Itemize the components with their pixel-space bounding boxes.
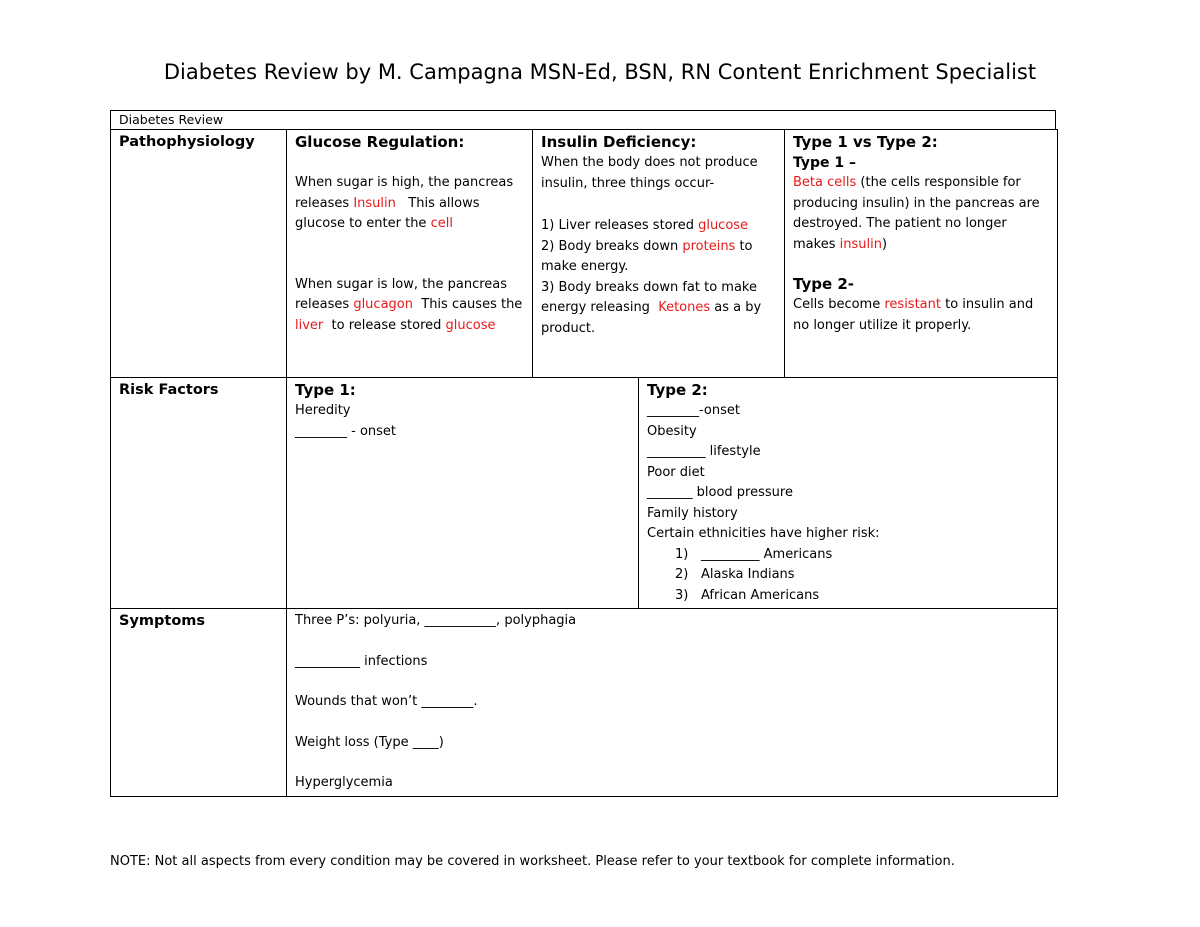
- footer-note: NOTE: Not all aspects from every condition may be covered in worksheet. Please refer to your textbook for complete information.: [110, 854, 955, 869]
- ethnicity-text: African Americans: [701, 587, 820, 603]
- symptoms-row: [111, 609, 1058, 797]
- beta-cells-term: Beta cells: [793, 175, 857, 190]
- item-3-tail: as a by product.: [541, 300, 762, 336]
- risk-factors-row: [111, 378, 1058, 609]
- item-2-tail: to make energy.: [541, 238, 753, 274]
- ethnicity-number: 3): [675, 587, 689, 603]
- ketones-term: Ketones: [658, 300, 711, 315]
- type1-text: (the cells responsible for producing insulin) in the pancreas are destroyed. The patient no longer makes: [793, 175, 1040, 252]
- glucose-red-term: glucose: [698, 218, 749, 233]
- proteins-term: proteins: [682, 238, 736, 254]
- insulin-deficiency-intro: When the body does not produce insulin, three things occur-: [541, 155, 758, 191]
- table-caption: Diabetes Review: [110, 110, 1056, 129]
- symptom-line: Hyperglycemia: [295, 775, 393, 790]
- item-1-text: 1) Liver releases stored: [541, 218, 699, 233]
- type1-description: [793, 173, 1049, 255]
- risk-type2-item: Certain ethnicities have higher risk:: [647, 526, 880, 541]
- glucose-high-text-2: This allows glucose to enter the: [295, 195, 484, 231]
- insulin-deficiency-item-1: [541, 216, 776, 237]
- risk-type2-item: _________ lifestyle: [647, 444, 761, 459]
- insulin-deficiency-item-3: [541, 278, 776, 340]
- type-compare-cell: [785, 130, 1058, 378]
- risk-type2-item: ________-onset: [647, 403, 740, 418]
- item-2-text: 2) Body breaks down: [541, 238, 683, 254]
- glucose-term: glucose: [445, 317, 496, 333]
- glucose-high-text: When sugar is high, the pancreas releases: [295, 175, 514, 211]
- list-item: [675, 565, 1049, 586]
- risk-type1-item: ________ - onset: [295, 423, 397, 439]
- risk-type1-heading: Type 1:: [295, 381, 356, 399]
- insulin-deficiency-cell: [533, 130, 785, 378]
- insulin-deficiency-item-2: [541, 237, 776, 278]
- glucose-low-text-2: This causes the: [412, 297, 527, 312]
- symptom-line: __________ infections: [295, 653, 428, 669]
- ethnicity-number: 2): [675, 567, 689, 582]
- symptoms-label-cell: [111, 609, 287, 797]
- symptoms-label: Symptoms: [119, 613, 206, 629]
- insulin-deficiency-heading: Insulin Deficiency:: [541, 133, 697, 151]
- risk-type2-heading: Type 2:: [647, 381, 708, 399]
- glucose-low-text: When sugar is low, the pancreas releases: [295, 276, 508, 312]
- insulin-red-term: insulin: [839, 236, 882, 252]
- type1-label: Type 1 –: [793, 155, 857, 171]
- ethnicity-list: [647, 545, 1049, 607]
- ethnicity-number: 1): [675, 546, 689, 562]
- diabetes-review-table: [110, 129, 1058, 797]
- symptom-line: Wounds that won’t ________.: [295, 694, 478, 709]
- symptoms-cell: [287, 609, 1058, 797]
- ethnicity-text: Alaska Indians: [701, 567, 795, 582]
- list-item: [675, 586, 1049, 607]
- risk-type2-item: Family history: [647, 505, 738, 521]
- risk-factors-label-cell: [111, 378, 287, 609]
- type2-label: Type 2-: [793, 275, 855, 293]
- glucose-high-paragraph: [295, 173, 524, 235]
- glucose-low-paragraph: [295, 275, 527, 337]
- glucagon-term: glucagon: [353, 297, 413, 312]
- glucose-low-text-3: to release stored: [323, 317, 446, 333]
- ethnicity-text: _________ Americans: [701, 546, 833, 562]
- type1-close: ): [881, 236, 888, 252]
- risk-type2-item: Poor diet: [647, 464, 705, 480]
- glucose-regulation-cell: [287, 130, 533, 378]
- pathophysiology-label: Pathophysiology: [119, 134, 255, 150]
- list-item: [675, 545, 1049, 566]
- liver-term: liver: [295, 317, 324, 333]
- risk-factors-label: Risk Factors: [119, 382, 219, 398]
- insulin-term: Insulin: [353, 195, 396, 211]
- type2-description: [793, 295, 1049, 336]
- type-compare-heading: Type 1 vs Type 2:: [793, 133, 938, 151]
- symptom-line: Three P’s: polyuria, ___________, polyphagia: [295, 613, 577, 628]
- pathophysiology-label-cell: [111, 130, 287, 378]
- symptom-line: Weight loss (Type ____): [295, 734, 444, 750]
- cell-term: cell: [430, 216, 453, 231]
- risk-type2-item: Obesity: [647, 423, 697, 439]
- risk-type2-cell: [639, 378, 1058, 609]
- item-3-text: 3) Body breaks down fat to make energy releasing: [541, 279, 762, 315]
- risk-type1-cell: [287, 378, 639, 609]
- glucose-regulation-heading: Glucose Regulation:: [295, 133, 465, 151]
- resistant-term: resistant: [884, 297, 941, 312]
- risk-type2-item: _______ blood pressure: [647, 485, 793, 500]
- type2-tail: to insulin and no longer utilize it properly.: [793, 297, 1034, 333]
- risk-type1-item: Heredity: [295, 403, 351, 418]
- document-title: Diabetes Review by M. Campagna MSN-Ed, BSN, RN Content Enrichment Specialist: [163, 60, 1037, 84]
- type2-text: Cells become: [793, 297, 885, 312]
- pathophysiology-row: [111, 130, 1058, 378]
